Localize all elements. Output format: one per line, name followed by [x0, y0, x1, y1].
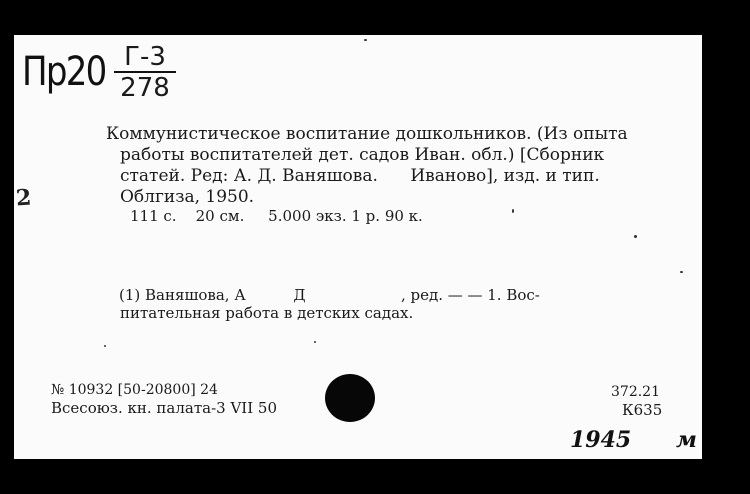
- shelfmark-denominator: 278: [120, 73, 170, 103]
- handwritten-year: 1945: [570, 427, 632, 453]
- shelfmark-prefix: Пр20: [22, 49, 106, 95]
- speck: [364, 39, 367, 41]
- handwritten-mark: 2: [15, 184, 33, 212]
- shelfmark-numerator: Г-3: [114, 43, 176, 73]
- speck: [314, 341, 316, 343]
- description-line-4: Облгиза, 1950.: [120, 187, 255, 207]
- card-number-line: № 10932 [50-20800] 24: [51, 382, 218, 398]
- description-line-2: работы воспитателей дет. садов Иван. обл.) [Сборник: [120, 145, 605, 165]
- subject-line-2: питательная работа в детских садах.: [120, 304, 414, 322]
- class-number: 372.21: [611, 384, 660, 400]
- description-line-1: Коммунистическое воспитание дошкольников. (Из опыта: [106, 124, 628, 144]
- handwritten-initial: м: [676, 427, 697, 453]
- speck: [104, 345, 106, 347]
- speck: [634, 235, 637, 238]
- punched-hole: [325, 374, 375, 422]
- speck: [680, 271, 683, 273]
- description-line-5: 111 с. 20 см. 5.000 экз. 1 р. 90 к.: [130, 207, 423, 225]
- catalog-card: [14, 35, 702, 459]
- shelfmark-fraction: [114, 43, 176, 103]
- description-line-3: статей. Ред: А. Д. Ваняшова. Иваново], изд. и тип.: [120, 166, 600, 186]
- book-chamber-line: Всесоюз. кн. палата-3 VII 50: [51, 399, 277, 417]
- subject-line-1: (1) Ваняшова, А Д , ред. — — 1. Вос-: [119, 286, 540, 304]
- cutter-number: К635: [622, 401, 663, 419]
- speck: [512, 209, 514, 213]
